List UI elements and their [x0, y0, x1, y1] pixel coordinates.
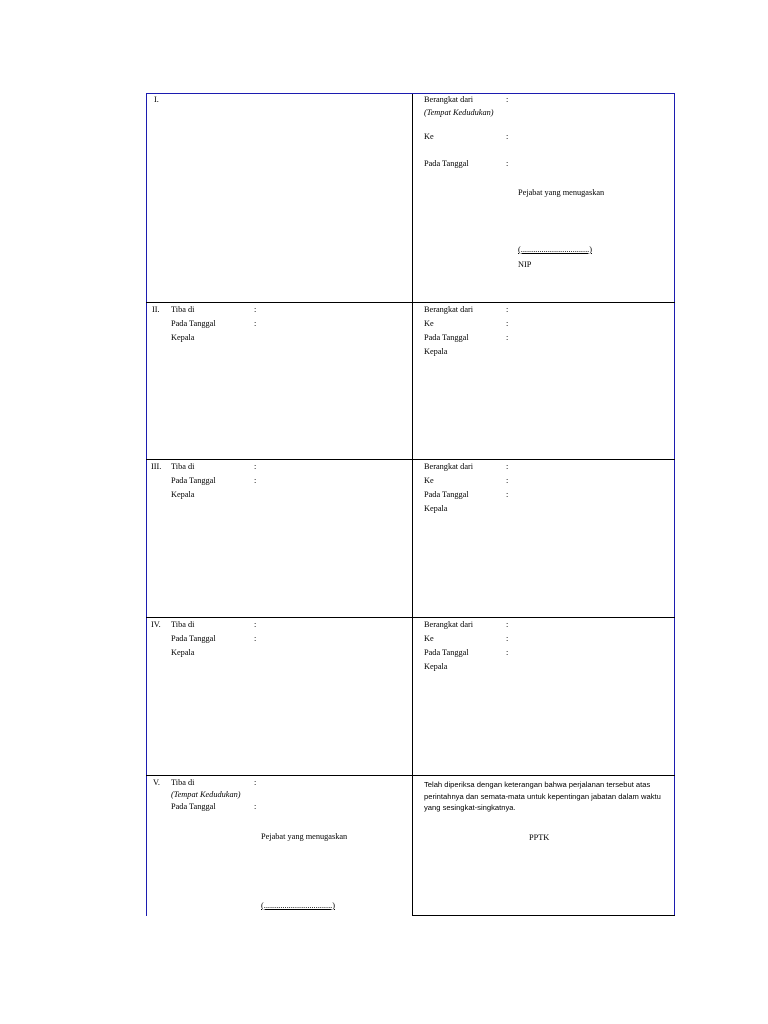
- section-number: IV.: [151, 620, 161, 629]
- ke-label: Ke: [424, 319, 434, 328]
- tiba-di-label: Tiba di: [171, 305, 195, 314]
- colon: :: [506, 305, 509, 314]
- pada-tanggal-label: Pada Tanggal: [424, 159, 469, 168]
- verification-statement: Telah diperiksa dengan keterangan bahwa perjalanan tersebut atas perintahnya dan semata-mata untuk kepentingan jabatan dalam waktu yang sesingkat-singkatnya.: [424, 780, 661, 812]
- section-4-right: [412, 617, 674, 775]
- section-5-left: [146, 775, 412, 916]
- colon: :: [506, 333, 509, 342]
- colon: :: [254, 778, 257, 787]
- pada-tanggal-label: Pada Tanggal: [424, 648, 469, 657]
- pejabat-label: Pejabat yang menugaskan: [518, 188, 605, 197]
- right-border: [674, 93, 675, 916]
- colon: :: [506, 159, 509, 168]
- pada-tanggal-label: Pada Tanggal: [171, 319, 216, 328]
- pada-tanggal-label: Pada Tanggal: [171, 476, 216, 485]
- colon: :: [254, 802, 257, 811]
- kepala-label: Kepala: [171, 333, 195, 342]
- section-number: III.: [151, 462, 162, 471]
- colon: :: [506, 634, 509, 643]
- colon: :: [254, 620, 257, 629]
- kepala-label: Kepala: [424, 347, 448, 356]
- section-number: I.: [154, 95, 159, 104]
- ke-label: Ke: [424, 132, 434, 141]
- berangkat-dari-label: Berangkat dari: [424, 462, 474, 471]
- pejabat-label: Pejabat yang menugaskan: [261, 832, 348, 841]
- signature-line: (.................................): [261, 901, 335, 910]
- section-2-left: [146, 302, 412, 459]
- ke-label: Ke: [424, 476, 434, 485]
- nip-label: NIP: [518, 260, 532, 269]
- colon: :: [254, 476, 257, 485]
- pada-tanggal-label: Pada Tanggal: [171, 634, 216, 643]
- section-1-right: [412, 93, 674, 302]
- colon: :: [506, 95, 509, 104]
- section-number: V.: [153, 778, 160, 787]
- section-3-left: [146, 459, 412, 617]
- colon: :: [254, 319, 257, 328]
- colon: :: [506, 620, 509, 629]
- colon: :: [254, 634, 257, 643]
- berangkat-dari-label: Berangkat dari: [424, 95, 474, 104]
- berangkat-dari-label: Berangkat dari: [424, 620, 474, 629]
- kepala-label: Kepala: [424, 504, 448, 513]
- kepala-label: Kepala: [171, 490, 195, 499]
- tiba-di-label: Tiba di: [171, 462, 195, 471]
- colon: :: [506, 462, 509, 471]
- colon: :: [254, 305, 257, 314]
- travel-form: [146, 93, 675, 916]
- section-2-right: [412, 302, 674, 459]
- berangkat-dari-label: Berangkat dari: [424, 305, 474, 314]
- colon: :: [506, 132, 509, 141]
- section-4-left: [146, 617, 412, 775]
- section-5-right: [412, 775, 674, 915]
- bottom-border-right: [412, 915, 675, 916]
- kepala-label: Kepala: [424, 662, 448, 671]
- colon: :: [506, 490, 509, 499]
- pada-tanggal-label: Pada Tanggal: [424, 333, 469, 342]
- signature-line: (.................................): [518, 245, 592, 254]
- ke-label: Ke: [424, 634, 434, 643]
- section-1-left: [146, 93, 412, 302]
- section-number: II.: [152, 305, 160, 314]
- section-3-right: [412, 459, 674, 617]
- pada-tanggal-label: Pada Tanggal: [171, 802, 216, 811]
- tiba-di-label: Tiba di: [171, 620, 195, 629]
- colon: :: [506, 648, 509, 657]
- pada-tanggal-label: Pada Tanggal: [424, 490, 469, 499]
- tempat-kedudukan-label: (Tempat Kedudukan): [424, 108, 494, 117]
- colon: :: [506, 476, 509, 485]
- colon: :: [254, 462, 257, 471]
- tempat-kedudukan-label: (Tempat Kedudukan): [171, 790, 241, 799]
- tiba-di-label: Tiba di: [171, 778, 195, 787]
- colon: :: [506, 319, 509, 328]
- kepala-label: Kepala: [171, 648, 195, 657]
- pptk-label: PPTK: [529, 833, 550, 842]
